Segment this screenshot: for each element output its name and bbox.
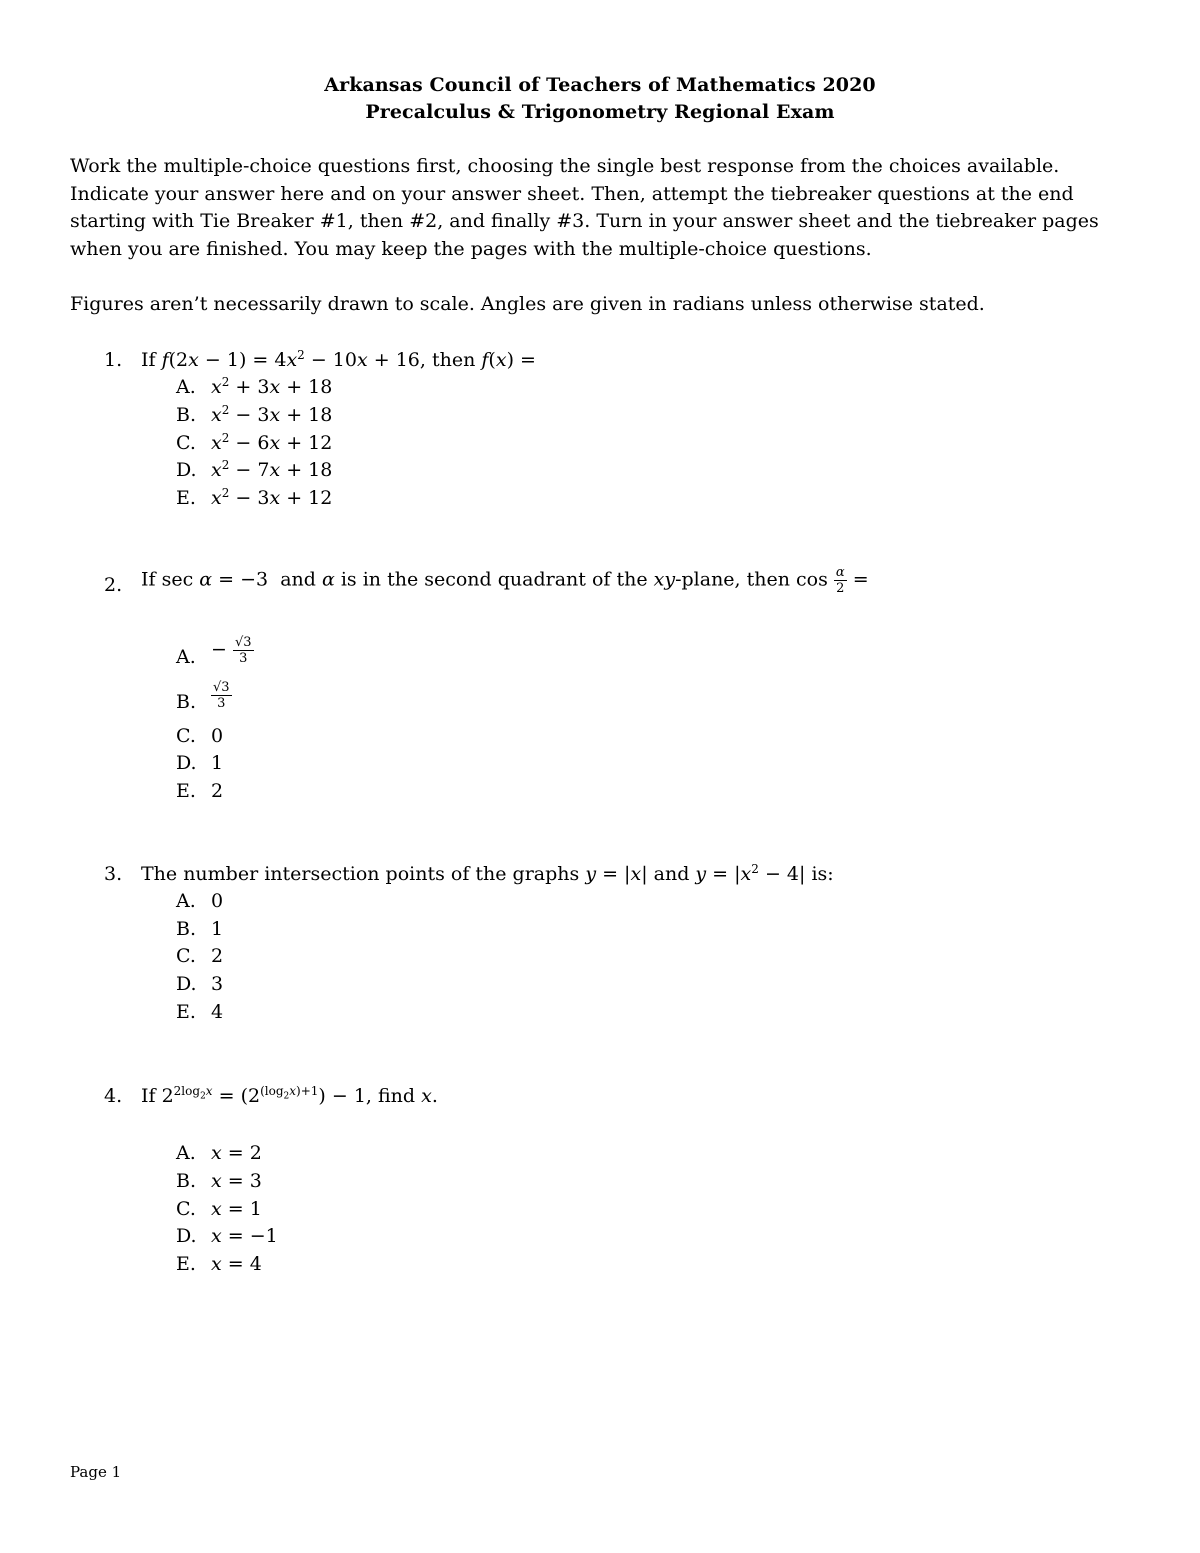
choice-text[interactable]: $x^2 - 3x + 12$ [211, 486, 333, 509]
choice-text[interactable]: 1 [211, 752, 224, 774]
choice-text[interactable]: x = 2 [211, 1142, 262, 1164]
question-text: If sec α = −3 and α is in the second quadrant of the xy-plane, then cos $\frac{\alpha}{2}$ = [141, 565, 869, 596]
choice-text[interactable]: x = 1 [211, 1198, 262, 1220]
choice-text[interactable]: x = 3 [211, 1170, 262, 1192]
choice-letter: C. [176, 432, 196, 454]
choice-text[interactable]: x = −1 [211, 1225, 278, 1247]
choice-letter: A. [176, 376, 196, 398]
choice-text[interactable]: 2 [211, 945, 224, 967]
choice-letter: A. [176, 646, 196, 668]
scale-note-paragraph: Figures aren’t necessarily drawn to scale. Angles are given in radians unless otherwise stated. [70, 293, 985, 315]
question-number: 2. [104, 574, 123, 596]
choice-text[interactable]: $x^2 - 6x + 12$ [211, 431, 333, 454]
choice-letter: D. [176, 1225, 197, 1247]
choice-text[interactable]: 3 [211, 973, 224, 995]
choice-text[interactable]: $x^2 - 7x + 18$ [211, 458, 333, 481]
choice-text[interactable]: 2 [211, 780, 224, 802]
choice-text[interactable]: 4 [211, 1001, 224, 1023]
choice-text[interactable]: $x^2 + 3x + 18$ [211, 375, 333, 398]
choice-letter: E. [176, 780, 196, 802]
choice-letter: D. [176, 459, 197, 481]
question-text: If $2^{2log_2x} = (2^{(log_2x)+1}) - 1$, find x. [141, 1084, 438, 1107]
question-number: 1. [104, 349, 123, 371]
choice-letter: C. [176, 725, 196, 747]
choice-letter: A. [176, 890, 196, 912]
choice-letter: E. [176, 1253, 196, 1275]
choice-text[interactable]: 0 [211, 725, 224, 747]
choice-text[interactable]: x = 4 [211, 1253, 262, 1275]
question-text: The number intersection points of the graphs y = |x| and $y = |x^2 - 4|$ is: [141, 862, 834, 885]
instructions-paragraph: Work the multiple-choice questions first, choosing the single best response from the choices available. Indicate your answer here and on your answer sheet. Then, attempt the tiebreaker questions at the end starting with Tie Breaker #1, then #2, and finally #3. Turn in your answer sheet and the tiebreaker pages when you are finished. You may keep the pages with the multiple-choice questions. [70, 155, 1099, 260]
question-text: If $f(2x - 1) = 4x^2 - 10x + 16$, then f(x) = [141, 348, 536, 371]
page-number: Page 1 [70, 1463, 122, 1481]
choice-text[interactable]: $\frac{√3}{3}$ [213, 680, 230, 711]
choice-letter: B. [176, 1170, 197, 1192]
choice-letter: A. [176, 1142, 196, 1164]
exam-title: Arkansas Council of Teachers of Mathematics 2020 [324, 74, 876, 96]
choice-letter: D. [176, 752, 197, 774]
choice-text[interactable]: 0 [211, 890, 224, 912]
choice-text[interactable]: − $\frac{√3}{3}$ [211, 635, 252, 666]
choice-letter: B. [176, 691, 197, 713]
choice-letter: B. [176, 918, 197, 940]
choice-text[interactable]: 1 [211, 918, 224, 940]
choice-letter: B. [176, 404, 197, 426]
exam-subtitle: Precalculus & Trigonometry Regional Exam [365, 101, 835, 123]
choice-text[interactable]: $x^2 - 3x + 18$ [211, 403, 333, 426]
question-number: 4. [104, 1085, 123, 1107]
choice-letter: D. [176, 973, 197, 995]
choice-letter: E. [176, 1001, 196, 1023]
choice-letter: C. [176, 1198, 196, 1220]
choice-letter: E. [176, 487, 196, 509]
choice-letter: C. [176, 945, 196, 967]
question-number: 3. [104, 863, 123, 885]
